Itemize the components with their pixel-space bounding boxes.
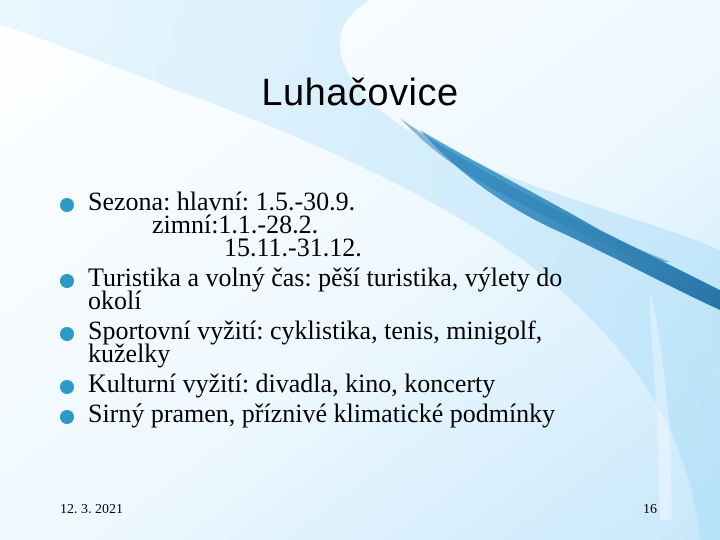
bullet-list — [60, 187, 620, 432]
list-item: Sirný pramen, příznivé klimatické podmínky — [60, 402, 620, 425]
page-number: 16 — [643, 502, 657, 517]
bullet-icon — [60, 380, 74, 394]
list-item: Sportovní vyžití: cyklistika, tenis, minigolf, kuželky — [60, 319, 620, 365]
bullet-icon — [60, 410, 74, 424]
slide-title: Luhačovice — [261, 72, 459, 114]
bullet-icon — [60, 274, 74, 288]
bullet-icon — [60, 198, 74, 212]
bullet-icon — [60, 327, 74, 341]
footer-date: 12. 3. 2021 — [60, 502, 123, 517]
list-item: Kulturní vyžití: divadla, kino, koncerty — [60, 372, 620, 395]
list-item: Turistika a volný čas: pěší turistika, výlety do okolí — [60, 266, 620, 312]
list-item: Sezona: hlavní: 1.5.-30.9. zimní:1.1.-28.2. 15.11.-31.12. — [60, 190, 620, 259]
